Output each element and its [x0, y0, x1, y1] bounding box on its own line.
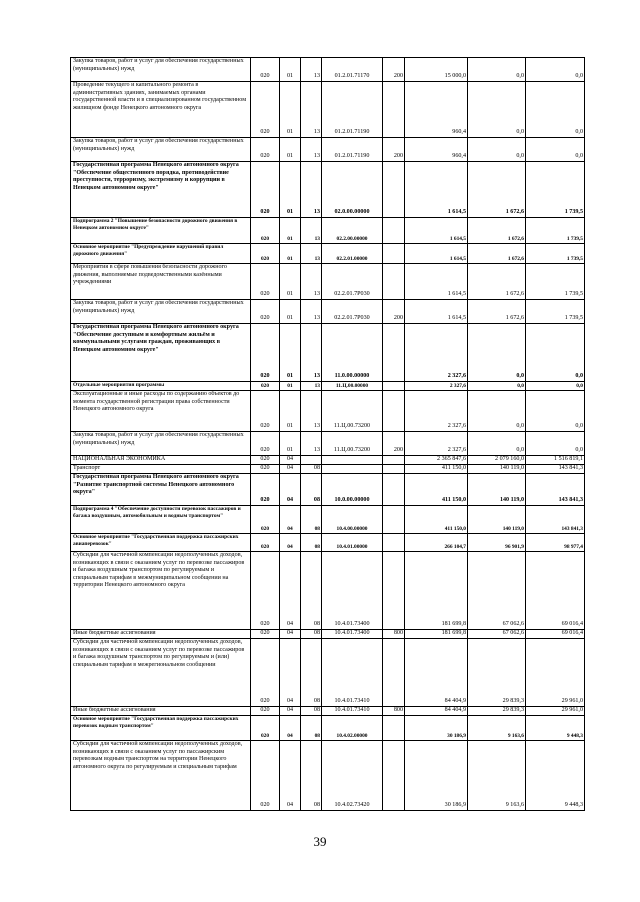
amount-year-3: 69 016,4 — [526, 552, 585, 630]
expense-type-code — [383, 741, 405, 811]
amount-year-3: 29 961,0 — [526, 639, 585, 707]
row-name: Эксплуатационные и иные расходы по содержанию объектов до момента государственной регистрации права собственности Ненецкого автономного округа — [71, 391, 251, 432]
expense-type-code — [383, 465, 405, 474]
row-name: Государственная программа Ненецкого автономного округа "Развитие транспортной системы Ненецкого автономного округа" — [71, 474, 251, 506]
amount-year-1: 2 327,6 — [405, 382, 468, 391]
target-article-code — [322, 465, 383, 474]
amount-year-3: 143 841,3 — [526, 474, 585, 506]
amount-year-2: 2 079 160,0 — [468, 456, 526, 465]
subsection-code: 13 — [301, 82, 322, 138]
table-body — [71, 58, 585, 811]
target-article-code: 10.4.01.73410 — [322, 707, 383, 716]
ministry-code: 020 — [251, 264, 280, 300]
amount-year-1: 181 699,8 — [405, 552, 468, 630]
amount-year-3: 1 739,5 — [526, 218, 585, 244]
section-code: 04 — [280, 639, 301, 707]
amount-year-1: 960,4 — [405, 82, 468, 138]
amount-year-3: 0,0 — [526, 58, 585, 82]
expense-type-code — [383, 552, 405, 630]
subsection-code: 13 — [301, 264, 322, 300]
amount-year-3: 0,0 — [526, 138, 585, 162]
amount-year-1: 411 150,0 — [405, 474, 468, 506]
target-article-code: 10.4.00.00000 — [322, 506, 383, 534]
target-article-code: 02.2.01.7Р030 — [322, 300, 383, 324]
amount-year-1: 2 327,6 — [405, 324, 468, 382]
amount-year-2: 29 839,3 — [468, 707, 526, 716]
target-article-code: 10.4.02.00000 — [322, 716, 383, 741]
section-code: 04 — [280, 465, 301, 474]
section-code: 01 — [280, 58, 301, 82]
amount-year-2: 1 672,6 — [468, 244, 526, 264]
subsection-code: 08 — [301, 552, 322, 630]
section-code: 04 — [280, 474, 301, 506]
amount-year-2: 1 672,6 — [468, 264, 526, 300]
expense-type-code — [383, 264, 405, 300]
ministry-code: 020 — [251, 741, 280, 811]
ministry-code: 020 — [251, 716, 280, 741]
expense-type-code — [383, 391, 405, 432]
row-name: Иные бюджетные ассигнования — [71, 707, 251, 716]
subsection-code: 08 — [301, 506, 322, 534]
amount-year-2: 140 119,0 — [468, 474, 526, 506]
amount-year-2: 0,0 — [468, 391, 526, 432]
amount-year-3: 0,0 — [526, 324, 585, 382]
ministry-code: 020 — [251, 218, 280, 244]
expense-type-code: 200 — [383, 300, 405, 324]
section-code: 01 — [280, 218, 301, 244]
expense-type-code — [383, 639, 405, 707]
amount-year-3: 1 739,5 — [526, 300, 585, 324]
ministry-code: 020 — [251, 58, 280, 82]
amount-year-2: 9 163,6 — [468, 716, 526, 741]
amount-year-1: 411 150,0 — [405, 506, 468, 534]
amount-year-1: 30 186,9 — [405, 716, 468, 741]
amount-year-3: 1 739,5 — [526, 264, 585, 300]
ministry-code: 020 — [251, 630, 280, 639]
subsection-code: 08 — [301, 474, 322, 506]
amount-year-2: 1 672,6 — [468, 162, 526, 218]
row-name: НАЦИОНАЛЬНАЯ ЭКОНОМИКА — [71, 456, 251, 465]
section-code: 04 — [280, 534, 301, 552]
target-article-code: 10.4.01.73410 — [322, 639, 383, 707]
amount-year-2: 0,0 — [468, 432, 526, 456]
expense-type-code — [383, 244, 405, 264]
target-article-code: 02.2.00.00000 — [322, 218, 383, 244]
subsection-code: 13 — [301, 162, 322, 218]
ministry-code: 020 — [251, 474, 280, 506]
ministry-code: 020 — [251, 465, 280, 474]
amount-year-1: 181 699,8 — [405, 630, 468, 639]
target-article-code: 11.0.00.00000 — [322, 324, 383, 382]
amount-year-1: 266 104,7 — [405, 534, 468, 552]
amount-year-3: 98 977,4 — [526, 534, 585, 552]
amount-year-3: 1 739,5 — [526, 162, 585, 218]
ministry-code: 020 — [251, 391, 280, 432]
row-name: Проведение текущего и капитального ремонта в административных зданиях, занимаемых органами государственной власти и в специализированном государственном жилищном фонде Ненецкого автономного округа — [71, 82, 251, 138]
amount-year-3: 143 841,3 — [526, 506, 585, 534]
expense-type-code — [383, 162, 405, 218]
amount-year-2: 140 119,0 — [468, 506, 526, 534]
amount-year-3: 0,0 — [526, 391, 585, 432]
expense-type-code — [383, 324, 405, 382]
expense-type-code — [383, 382, 405, 391]
subsection-code: 08 — [301, 716, 322, 741]
amount-year-2: 0,0 — [468, 324, 526, 382]
subsection-code: 13 — [301, 218, 322, 244]
section-code: 04 — [280, 741, 301, 811]
expense-type-code — [383, 218, 405, 244]
amount-year-1: 1 614,5 — [405, 162, 468, 218]
table-row — [71, 639, 585, 707]
amount-year-3: 0,0 — [526, 432, 585, 456]
expense-type-code: 200 — [383, 432, 405, 456]
amount-year-1: 84 404,9 — [405, 639, 468, 707]
row-name: Субсидии для частичной компенсации недополученных доходов, возникающих в связи с оказанием услуг по пассажирским перевозкам водным транспортом на территории Ненецкого автономного округа по регулируемым и специальным тарифам — [71, 741, 251, 811]
row-name: Иные бюджетные ассигнования — [71, 630, 251, 639]
ministry-code: 020 — [251, 707, 280, 716]
amount-year-2: 67 062,6 — [468, 552, 526, 630]
ministry-code: 020 — [251, 506, 280, 534]
amount-year-2: 1 672,6 — [468, 218, 526, 244]
section-code: 04 — [280, 707, 301, 716]
expense-type-code — [383, 456, 405, 465]
subsection-code: 13 — [301, 244, 322, 264]
row-name: Государственная программа Ненецкого автономного округа "Обеспечение общественного порядка, противодействие преступности, терроризму, экстремизму и коррупции в Ненецком автономном округе" — [71, 162, 251, 218]
row-name: Субсидии для частичной компенсации недополученных доходов, возникающих в связи с оказанием услуг по перевозке пассажиров и багажа воздушным транспортом по регулируемым и специальным тарифам в межмуниципальном сообщении на территории Ненецкого автономного округа — [71, 552, 251, 630]
row-name: Подпрограмма 2 "Повышение безопасности дорожного движения в Ненецком автономном округе" — [71, 218, 251, 244]
subsection-code: 08 — [301, 630, 322, 639]
ministry-code: 020 — [251, 639, 280, 707]
subsection-code: 13 — [301, 382, 322, 391]
table-row — [71, 264, 585, 300]
target-article-code: 10.4.01.73400 — [322, 552, 383, 630]
subsection-code: 13 — [301, 300, 322, 324]
row-name: Закупка товаров, работ и услуг для обеспечения государственных (муниципальных) нужд — [71, 58, 251, 82]
subsection-code: 13 — [301, 58, 322, 82]
target-article-code: 01.2.01.71190 — [322, 138, 383, 162]
expense-type-code: 800 — [383, 707, 405, 716]
amount-year-3: 69 016,4 — [526, 630, 585, 639]
table-row — [71, 534, 585, 552]
amount-year-2: 96 901,9 — [468, 534, 526, 552]
amount-year-1: 960,4 — [405, 138, 468, 162]
expense-type-code — [383, 534, 405, 552]
expense-type-code — [383, 716, 405, 741]
table-row — [71, 432, 585, 456]
amount-year-2: 0,0 — [468, 382, 526, 391]
row-name: Основное мероприятие "Государственная поддержка пассажирских авиаперевозок" — [71, 534, 251, 552]
table-row — [71, 506, 585, 534]
amount-year-1: 1 614,5 — [405, 264, 468, 300]
row-name: Закупка товаров, работ и услуг для обеспечения государственных (муниципальных) нужд — [71, 300, 251, 324]
subsection-code: 13 — [301, 391, 322, 432]
target-article-code: 11.Ц.00.73200 — [322, 432, 383, 456]
section-code: 01 — [280, 391, 301, 432]
row-name: Основное мероприятие "Предупреждение нарушений правил дорожного движения" — [71, 244, 251, 264]
amount-year-3: 0,0 — [526, 382, 585, 391]
section-code: 01 — [280, 162, 301, 218]
target-article-code: 10.0.00.00000 — [322, 474, 383, 506]
target-article-code: 10.4.02.73420 — [322, 741, 383, 811]
subsection-code: 08 — [301, 534, 322, 552]
table-row — [71, 58, 585, 82]
table-row — [71, 218, 585, 244]
row-name: Подпрограмма 4 "Обеспечение доступности перевозок пассажиров и багажа воздушным, автомобильным и водным транспортом" — [71, 506, 251, 534]
amount-year-3: 143 841,3 — [526, 465, 585, 474]
expense-type-code — [383, 474, 405, 506]
ministry-code: 020 — [251, 382, 280, 391]
target-article-code: 10.4.01.73400 — [322, 630, 383, 639]
amount-year-2: 0,0 — [468, 82, 526, 138]
ministry-code: 020 — [251, 552, 280, 630]
section-code: 01 — [280, 432, 301, 456]
amount-year-1: 1 614,5 — [405, 244, 468, 264]
page-number: 39 — [313, 834, 327, 849]
expense-type-code: 200 — [383, 58, 405, 82]
table-row — [71, 244, 585, 264]
section-code: 04 — [280, 456, 301, 465]
ministry-code: 020 — [251, 244, 280, 264]
expense-type-code: 200 — [383, 138, 405, 162]
amount-year-3: 0,0 — [526, 82, 585, 138]
section-code: 01 — [280, 324, 301, 382]
amount-year-1: 84 404,9 — [405, 707, 468, 716]
table-row — [71, 716, 585, 741]
amount-year-2: 0,0 — [468, 58, 526, 82]
ministry-code: 020 — [251, 324, 280, 382]
target-article-code: 11.Ц.00.00000 — [322, 382, 383, 391]
ministry-code: 020 — [251, 162, 280, 218]
expense-type-code: 800 — [383, 630, 405, 639]
section-code: 01 — [280, 264, 301, 300]
amount-year-1: 1 614,5 — [405, 218, 468, 244]
amount-year-1: 411 150,0 — [405, 465, 468, 474]
ministry-code: 020 — [251, 300, 280, 324]
amount-year-3: 9 448,3 — [526, 741, 585, 811]
section-code: 04 — [280, 506, 301, 534]
target-article-code: 01.2.01.71170 — [322, 58, 383, 82]
row-name: Отдельные мероприятия программы — [71, 382, 251, 391]
amount-year-1: 2 327,6 — [405, 391, 468, 432]
row-name: Закупка товаров, работ и услуг для обеспечения государственных (муниципальных) нужд — [71, 432, 251, 456]
ministry-code: 020 — [251, 82, 280, 138]
amount-year-3: 1 516 819,1 — [526, 456, 585, 465]
subsection-code: 13 — [301, 432, 322, 456]
table-row — [71, 552, 585, 630]
budget-table — [70, 57, 585, 811]
table-row — [71, 324, 585, 382]
amount-year-2: 29 839,3 — [468, 639, 526, 707]
target-article-code: 02.2.01.7Р030 — [322, 264, 383, 300]
target-article-code: 11.Ц.00.73200 — [322, 391, 383, 432]
row-name: Субсидии для частичной компенсации недополученных доходов, возникающих в связи с оказанием услуг по перевозке пассажиров и багажа воздушным транспортом по регулируемым и (или) специальным тарифам в межрегиональном сообщении — [71, 639, 251, 707]
amount-year-1: 2 327,6 — [405, 432, 468, 456]
section-code: 04 — [280, 552, 301, 630]
target-article-code: 10.4.01.00000 — [322, 534, 383, 552]
ministry-code: 020 — [251, 456, 280, 465]
amount-year-3: 1 739,5 — [526, 244, 585, 264]
table-row — [71, 474, 585, 506]
amount-year-2: 140 119,0 — [468, 465, 526, 474]
table-row — [71, 465, 585, 474]
row-name: Закупка товаров, работ и услуг для обеспечения государственных (муниципальных) нужд — [71, 138, 251, 162]
subsection-code: 08 — [301, 707, 322, 716]
table-row — [71, 300, 585, 324]
row-name: Мероприятия в сфере повышения безопасности дорожного движения, выполняемые подведомственными казёнными учреждениями — [71, 264, 251, 300]
amount-year-1: 1 614,5 — [405, 300, 468, 324]
target-article-code: 02.2.01.00000 — [322, 244, 383, 264]
ministry-code: 020 — [251, 138, 280, 162]
section-code: 01 — [280, 82, 301, 138]
table-row — [71, 630, 585, 639]
expense-type-code — [383, 506, 405, 534]
subsection-code — [301, 456, 322, 465]
target-article-code: 01.2.01.71190 — [322, 82, 383, 138]
amount-year-1: 15 000,0 — [405, 58, 468, 82]
section-code: 01 — [280, 244, 301, 264]
table-row — [71, 456, 585, 465]
section-code: 01 — [280, 138, 301, 162]
subsection-code: 13 — [301, 324, 322, 382]
amount-year-2: 1 672,6 — [468, 300, 526, 324]
subsection-code: 08 — [301, 639, 322, 707]
amount-year-1: 2 365 847,6 — [405, 456, 468, 465]
amount-year-3: 9 448,3 — [526, 716, 585, 741]
amount-year-2: 67 062,6 — [468, 630, 526, 639]
table-row — [71, 391, 585, 432]
ministry-code: 020 — [251, 432, 280, 456]
row-name: Государственная программа Ненецкого автономного округа "Обеспечение доступным и комфортным жильём и коммунальными услугами граждан, проживающих в Ненецком автономном округе" — [71, 324, 251, 382]
target-article-code — [322, 456, 383, 465]
subsection-code: 08 — [301, 465, 322, 474]
row-name: Транспорт — [71, 465, 251, 474]
amount-year-3: 29 961,0 — [526, 707, 585, 716]
amount-year-2: 9 163,6 — [468, 741, 526, 811]
subsection-code: 13 — [301, 138, 322, 162]
table-row — [71, 138, 585, 162]
table-row — [71, 382, 585, 391]
table-row — [71, 741, 585, 811]
amount-year-2: 0,0 — [468, 138, 526, 162]
table-row — [71, 707, 585, 716]
ministry-code: 020 — [251, 534, 280, 552]
amount-year-1: 30 186,9 — [405, 741, 468, 811]
section-code: 04 — [280, 630, 301, 639]
row-name: Основное мероприятие "Государственная поддержка пассажирских перевозок водным транспортом" — [71, 716, 251, 741]
section-code: 04 — [280, 716, 301, 741]
subsection-code: 08 — [301, 741, 322, 811]
table-row — [71, 162, 585, 218]
section-code: 01 — [280, 382, 301, 391]
target-article-code: 02.0.00.00000 — [322, 162, 383, 218]
expense-type-code — [383, 82, 405, 138]
section-code: 01 — [280, 300, 301, 324]
table-row — [71, 82, 585, 138]
